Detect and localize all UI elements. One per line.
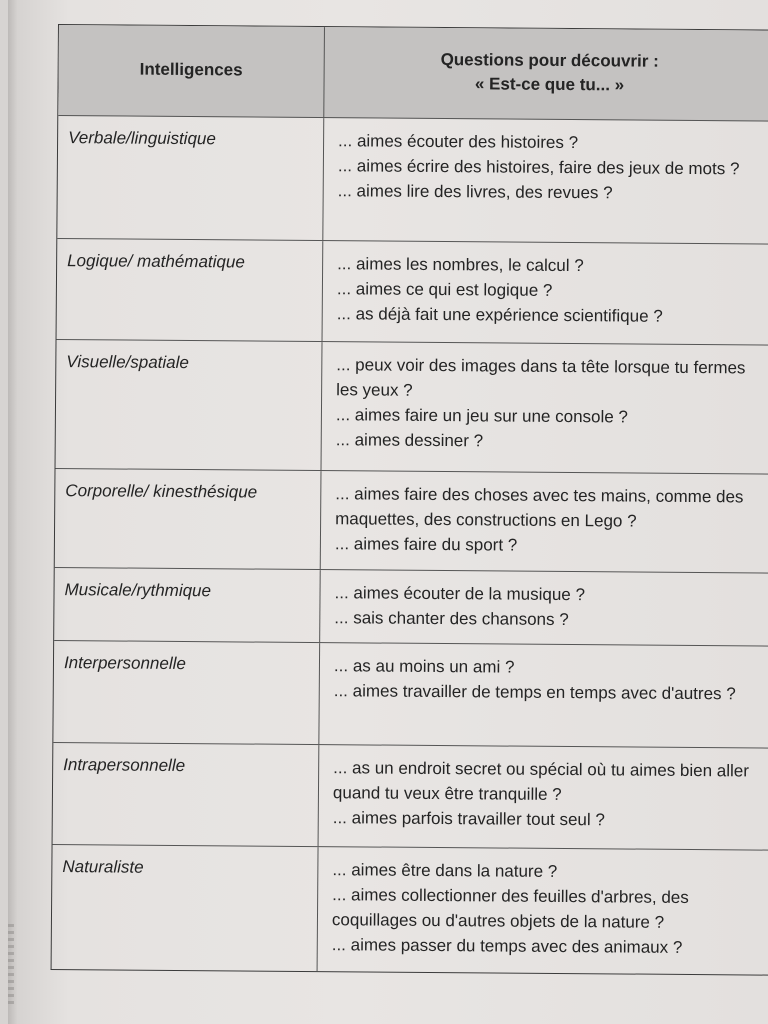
question: ... aimes les nombres, le calcul ? [337, 254, 584, 276]
book-page [8, 0, 768, 1024]
question: ... aimes faire un jeu sur une console ? [335, 405, 629, 427]
intelligence-name: Corporelle/ kinesthésique [55, 469, 322, 569]
questions-cell [323, 241, 768, 345]
intelligence-name: Intrapersonnelle [53, 743, 320, 846]
intelligences-table [51, 24, 768, 976]
questions-cell [321, 471, 768, 573]
question: ... aimes ce qui est logique ? [336, 279, 553, 300]
intelligence-name: Visuelle/spatiale [56, 340, 323, 470]
table-row [54, 568, 768, 647]
intelligence-name: Logique/ mathématique [57, 239, 324, 341]
question: ... aimes parfois travailler tout seul ? [332, 808, 605, 830]
question: ... peux voir des images dans ta tête lorsque tu fermes les yeux ? [336, 355, 746, 400]
question: ... aimes écouter des histoires ? [338, 131, 579, 153]
intelligence-name: Interpersonnelle [53, 641, 320, 744]
header-questions-line-2: « Est-ce que tu... » [474, 74, 625, 95]
question: ... aimes faire des choses avec tes mains, comme des maquettes, des constructions en Lego ? [335, 484, 744, 531]
question: ... aimes lire des livres, des revues ? [337, 181, 613, 203]
questions-cell [320, 570, 768, 646]
question: ... aimes passer du temps avec des animaux ? [331, 935, 683, 957]
question: ... aimes être dans la nature ? [332, 860, 558, 881]
question: ... sais chanter des chansons ? [334, 608, 569, 630]
question: ... as au moins un ami ? [333, 656, 515, 677]
table-row [53, 743, 768, 851]
question: ... as un endroit secret ou spécial où tu aimes bien aller quand tu veux être tranquille ? [332, 758, 750, 804]
table-row [57, 239, 768, 346]
header-intelligences: Intelligences [58, 25, 325, 117]
question: ... aimes faire du sport ? [334, 534, 518, 555]
question: ... aimes collectionner des feuilles d'arbres, des coquillages ou d'autres objets de la nature ? [331, 885, 689, 932]
table-row [55, 469, 768, 574]
intelligence-name: Naturaliste [52, 845, 319, 971]
question: ... aimes écrire des histoires, faire des jeux de mots ? [337, 156, 740, 179]
header-questions [324, 27, 768, 121]
questions-cell [323, 118, 768, 244]
question: ... aimes écouter de la musique ? [334, 583, 586, 605]
page-left-edge [8, 0, 18, 1024]
question: ... aimes travailler de temps en temps avec d'autres ? [333, 681, 736, 704]
header-questions-line-1: Questions pour découvrir : [440, 50, 659, 71]
table-row [53, 641, 768, 749]
intelligence-name: Musicale/rythmique [54, 568, 321, 642]
question: ... as déjà fait une expérience scientifique ? [336, 304, 663, 326]
table-row [52, 845, 768, 975]
questions-cell [318, 847, 768, 975]
page-edge-marks [8, 924, 14, 1004]
intelligence-name: Verbale/linguistique [57, 116, 324, 240]
table-row [56, 340, 768, 475]
table-row [57, 116, 768, 245]
questions-cell [322, 342, 768, 474]
table-header-row [58, 25, 768, 122]
questions-cell [319, 745, 768, 850]
questions-cell [319, 643, 768, 748]
question: ... aimes dessiner ? [335, 430, 484, 451]
